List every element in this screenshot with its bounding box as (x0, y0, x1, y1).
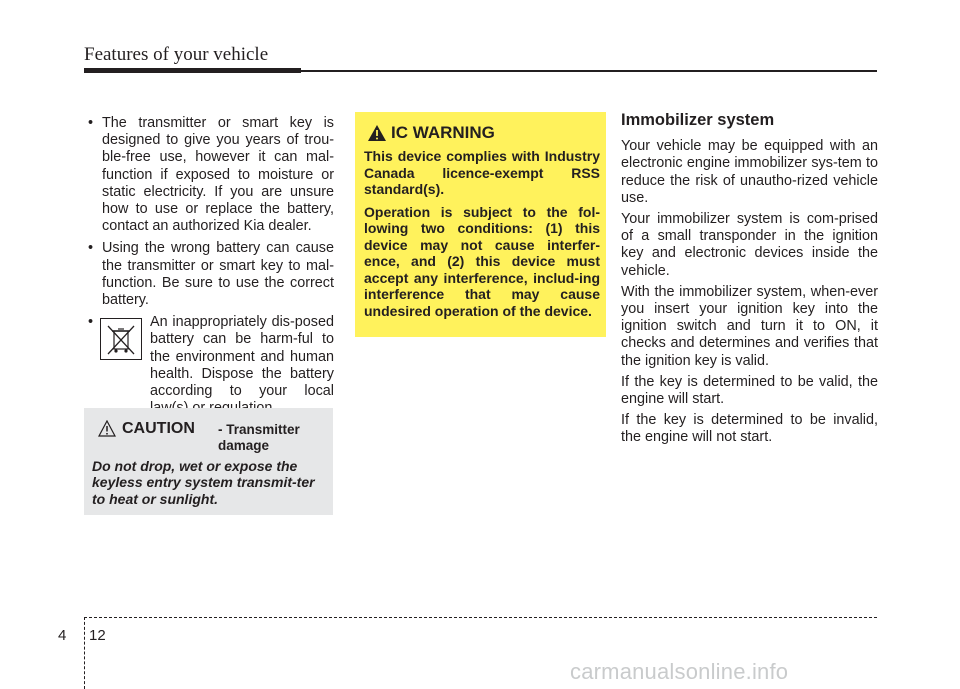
ic-warning-body (364, 148, 600, 325)
caution-box (84, 408, 333, 515)
body-paragraph: Your vehicle may be equipped with an electronic engine immobilizer sys-tem to reduce the risk of unautho-rized vehicle use. (621, 138, 878, 206)
warning-paragraph: Operation is subject to the fol-lowing two conditions: (1) this device may not cause interfer-ence, and (2) this device must accept any interference, includ-ing interference that may cause undesired operation of the device. (364, 203, 600, 319)
ic-warning-box (355, 112, 606, 337)
caution-subtitle: - Transmitter damage (218, 422, 300, 453)
section-heading: Immobilizer system (621, 111, 775, 129)
crossed-out-bin-icon (100, 318, 142, 360)
caution-triangle-icon (98, 420, 116, 438)
page-header-title: Features of your vehicle (84, 44, 269, 65)
header-rule-thin (301, 70, 877, 72)
bullet-item: • The transmitter or smart key is designed to give you years of trou-ble-free use, however it can mal-function if exposed to moisture or static electricity. If you are unsure how to use or replace the battery, contact an authorized Kia dealer. (86, 115, 334, 235)
watermark: carmanualsonline.info (570, 659, 789, 684)
bullet-dot: • (88, 314, 94, 331)
recycle-bullet-text: An inappropriately dis-posed battery can be harm-ful to the environment and human health. Dispose the battery according to your local (150, 314, 334, 400)
left-column (86, 115, 334, 417)
body-paragraph: If the key is determined to be valid, the engine will start. (621, 373, 878, 408)
chapter-number: 4 (58, 627, 67, 644)
ic-warning-title: IC WARNING (391, 123, 495, 142)
caution-label: CAUTION (122, 420, 195, 437)
recycle-bullet-item (86, 314, 334, 417)
warning-paragraph: This device complies with Industry Canada licence-exempt RSS standard(s). (364, 148, 600, 197)
body-paragraph: If the key is determined to be invalid, the engine will not start. (621, 412, 878, 446)
footer-divider (84, 617, 85, 689)
body-paragraph: With the immobilizer system, when-ever you insert your ignition key into the ignition switch and turn it to ON, it checks and determines and verifies that the ignition key is valid. (621, 283, 878, 369)
body-paragraph: Your immobilizer system is com-prised of a small transponder in the ignition key and electronic devices inside the vehicle. (621, 211, 878, 279)
warning-triangle-icon (367, 124, 387, 142)
page-number: 12 (89, 627, 106, 644)
immobilizer-section (621, 112, 878, 451)
header-rule-thick (84, 68, 301, 73)
bullet-item: • Using the wrong battery can cause the transmitter or smart key to mal-function. Be sure to use the correct battery. (86, 240, 334, 309)
footer-rule (84, 617, 877, 618)
caution-body: Do not drop, wet or expose the keyless entry system transmit-ter to heat or sunlight. (92, 458, 315, 507)
